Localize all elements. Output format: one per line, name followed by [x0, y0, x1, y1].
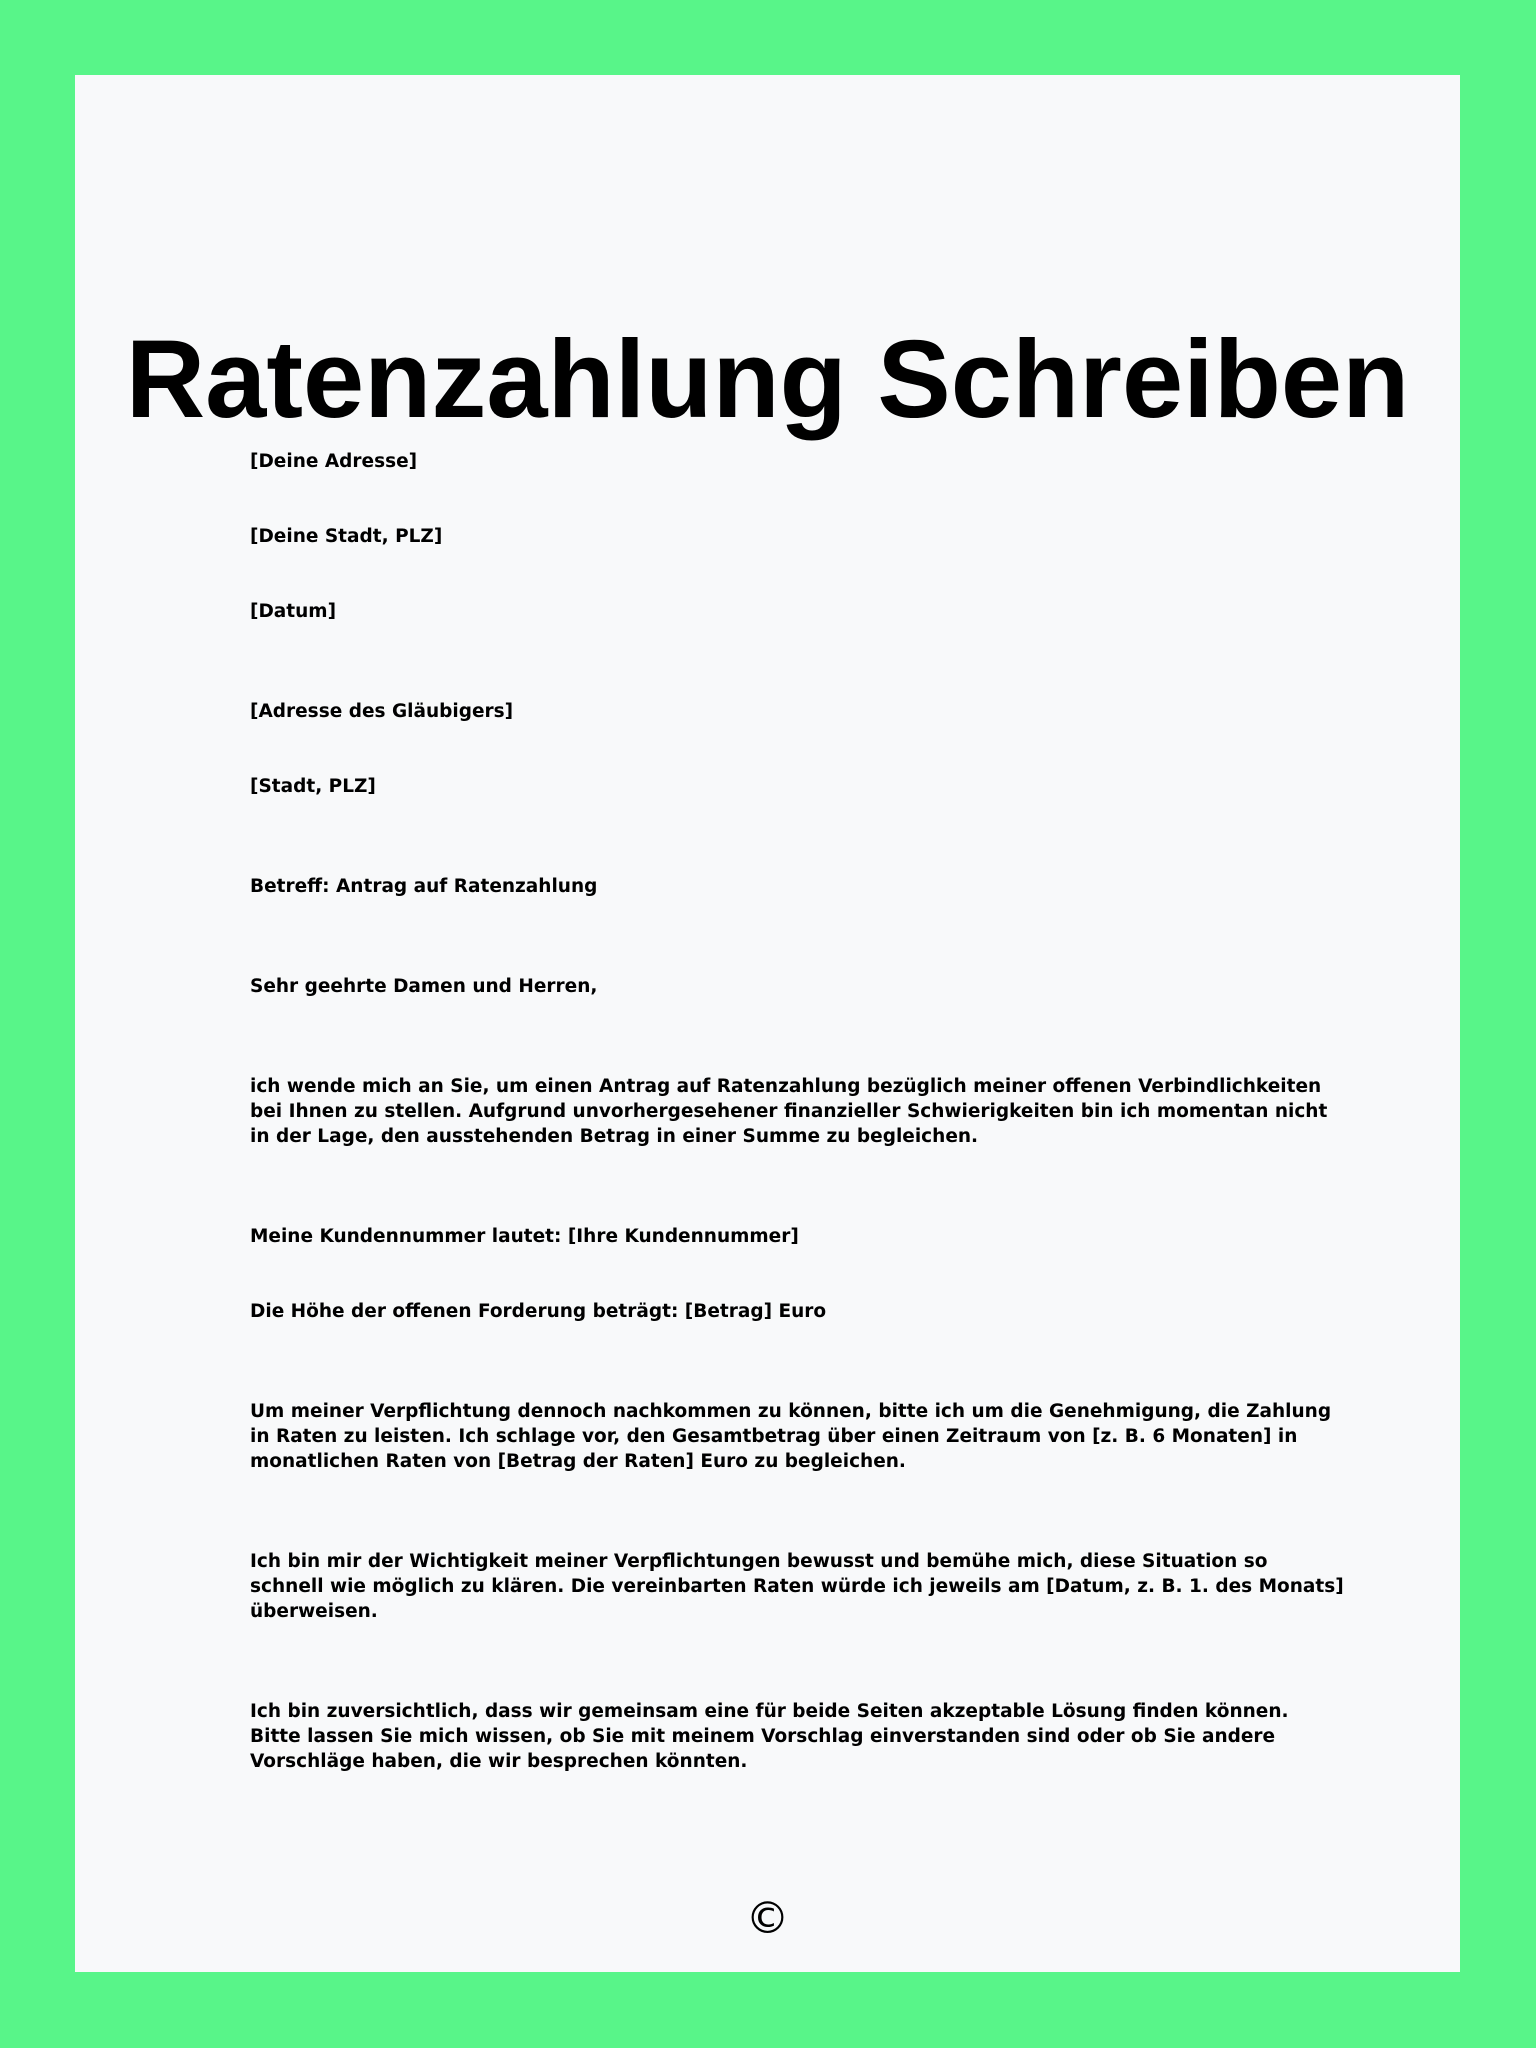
copyright-icon: ©	[745, 1893, 790, 1944]
body-paragraph: Um meiner Verpflichtung dennoch nachkommen zu können, bitte ich um die Genehmigung, die Zahlung in Raten zu leisten. Ich schlage vor, den Gesamtbetrag über einen Zeitraum von [z. B. 6 Monaten] in monatlichen Raten von [Betrag der Raten] Euro zu begleichen.	[250, 1401, 1338, 1472]
claim-amount: Die Höhe der offenen Forderung beträgt: [Betrag] Euro	[250, 1301, 827, 1322]
body-paragraph: ich wende mich an Sie, um einen Antrag auf Ratenzahlung bezüglich meiner offenen Verbindlichkeiten bei Ihnen zu stellen. Aufgrund unvorhergesehener finanzieller Schwierigkeiten bin ich momentan nicht in der Lage, den ausstehenden Betrag in einer Summe zu begleichen.	[250, 1076, 1334, 1147]
subject-line: Betreff: Antrag auf Ratenzahlung	[250, 876, 598, 897]
sender-city: [Deine Stadt, PLZ]	[250, 526, 443, 547]
letter-date: [Datum]	[250, 601, 337, 622]
recipient-city: [Stadt, PLZ]	[250, 776, 376, 797]
body-paragraph: Ich bin zuversichtlich, dass wir gemeinsam eine für beide Seiten akzeptable Lösung finden können. Bitte lassen Sie mich wissen, ob Sie mit meinem Vorschlag einverstanden sind oder ob Sie andere Vorschläge haben, die wir besprechen könnten.	[250, 1701, 1295, 1772]
salutation: Sehr geehrte Damen und Herren,	[250, 976, 598, 997]
customer-number: Meine Kundennummer lautet: [Ihre Kundennummer]	[250, 1226, 799, 1247]
sender-address: [Deine Adresse]	[250, 451, 418, 472]
body-paragraph: Ich bin mir der Wichtigkeit meiner Verpflichtungen bewusst und bemühe mich, diese Situation so schnell wie möglich zu klären. Die vereinbarten Raten würde ich jeweils am [Datum, z. B. 1. des Monats] überweisen.	[250, 1551, 1351, 1622]
document-sheet	[75, 75, 1460, 1972]
document-title: Ratenzahlung Schreiben	[125, 318, 1410, 441]
recipient-address: [Adresse des Gläubigers]	[250, 701, 514, 722]
